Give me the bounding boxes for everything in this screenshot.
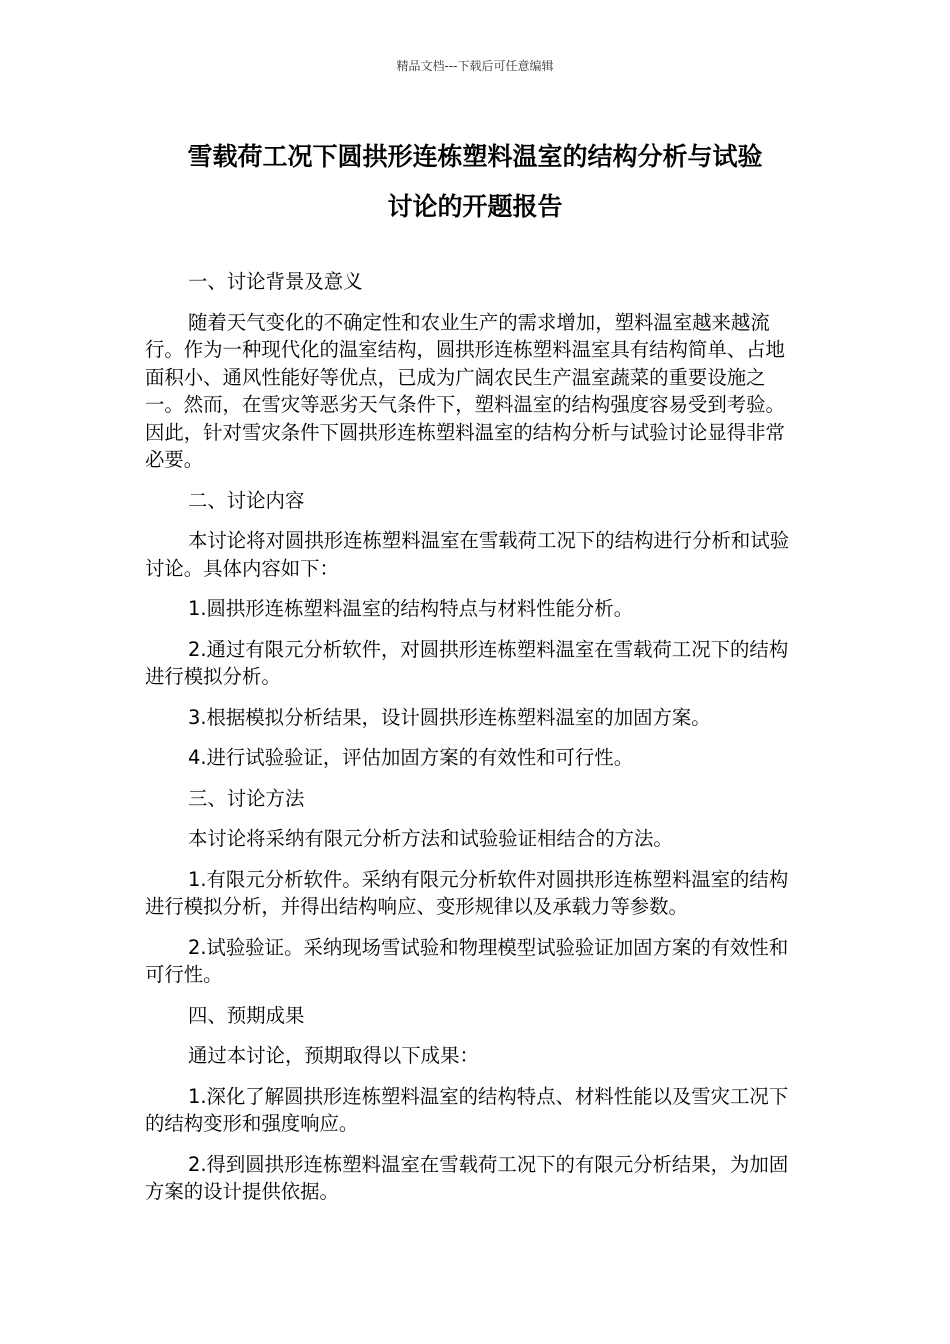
paragraph-results-intro: 通过本讨论，预期取得以下成果： [188,1044,479,1067]
paragraph-method-intro: 本讨论将采纳有限元分析方法和试验验证相结合的方法。 [188,827,673,850]
header-note: 精品文档---下载后可任意编辑 [396,59,554,73]
title-line-1: 雪载荷工况下圆拱形连栋塑料温室的结构分析与试验 [187,142,763,171]
section-heading-background: 一、讨论背景及意义 [188,270,363,293]
section-heading-results: 四、预期成果 [188,1003,305,1027]
document-title [140,135,810,229]
list-item-results-1: 1.深化了解圆拱形连栋塑料温室的结构特点、材料性能以及雪灾工况下的结构变形和强度响应。 [145,1084,789,1135]
section-heading-method: 三、讨论方法 [188,786,305,810]
document-body [145,268,795,1219]
list-item-content-1: 1.圆拱形连栋塑料温室的结构特点与材料性能分析。 [188,597,634,620]
section-heading-content: 二、讨论内容 [188,488,305,512]
paragraph-background: 随着天气变化的不确定性和农业生产的需求增加，塑料温室越来越流行。作为一种现代化的温室结构，圆拱形连栋塑料温室具有结构简单、占地面积小、通风性能好等优点，已成为广阔农民生产温室蔬菜的重要设施之一。然而，在雪灾等恶劣天气条件下，塑料温室的结构强度容易受到考验。因此，针对雪灾条件下圆拱形连栋塑料温室的结构分析与试验讨论显得非常必要。 [145,310,785,471]
list-item-content-3: 3.根据模拟分析结果，设计圆拱形连栋塑料温室的加固方案。 [188,705,711,729]
list-item-results-2: 2.得到圆拱形连栋塑料温室在雪载荷工况下的有限元分析结果，为加固方案的设计提供依据。 [145,1152,789,1203]
title-line-2: 讨论的开题报告 [387,192,563,221]
list-item-content-4: 4.进行试验验证，评估加固方案的有效性和可行性。 [188,746,634,769]
paragraph-content-intro: 本讨论将对圆拱形连栋塑料温室在雪载荷工况下的结构进行分析和试验讨论。具体内容如下： [145,529,790,580]
list-item-content-2: 2.通过有限元分析软件，对圆拱形连栋塑料温室在雪载荷工况下的结构进行模拟分析。 [145,637,789,688]
list-item-method-1: 1.有限元分析软件。采纳有限元分析软件对圆拱形连栋塑料温室的结构进行模拟分析，并得出结构响应、变形规律以及承载力等参数。 [145,867,789,918]
list-item-method-2: 2.试验验证。采纳现场雪试验和物理模型试验验证加固方案的有效性和可行性。 [145,935,789,986]
